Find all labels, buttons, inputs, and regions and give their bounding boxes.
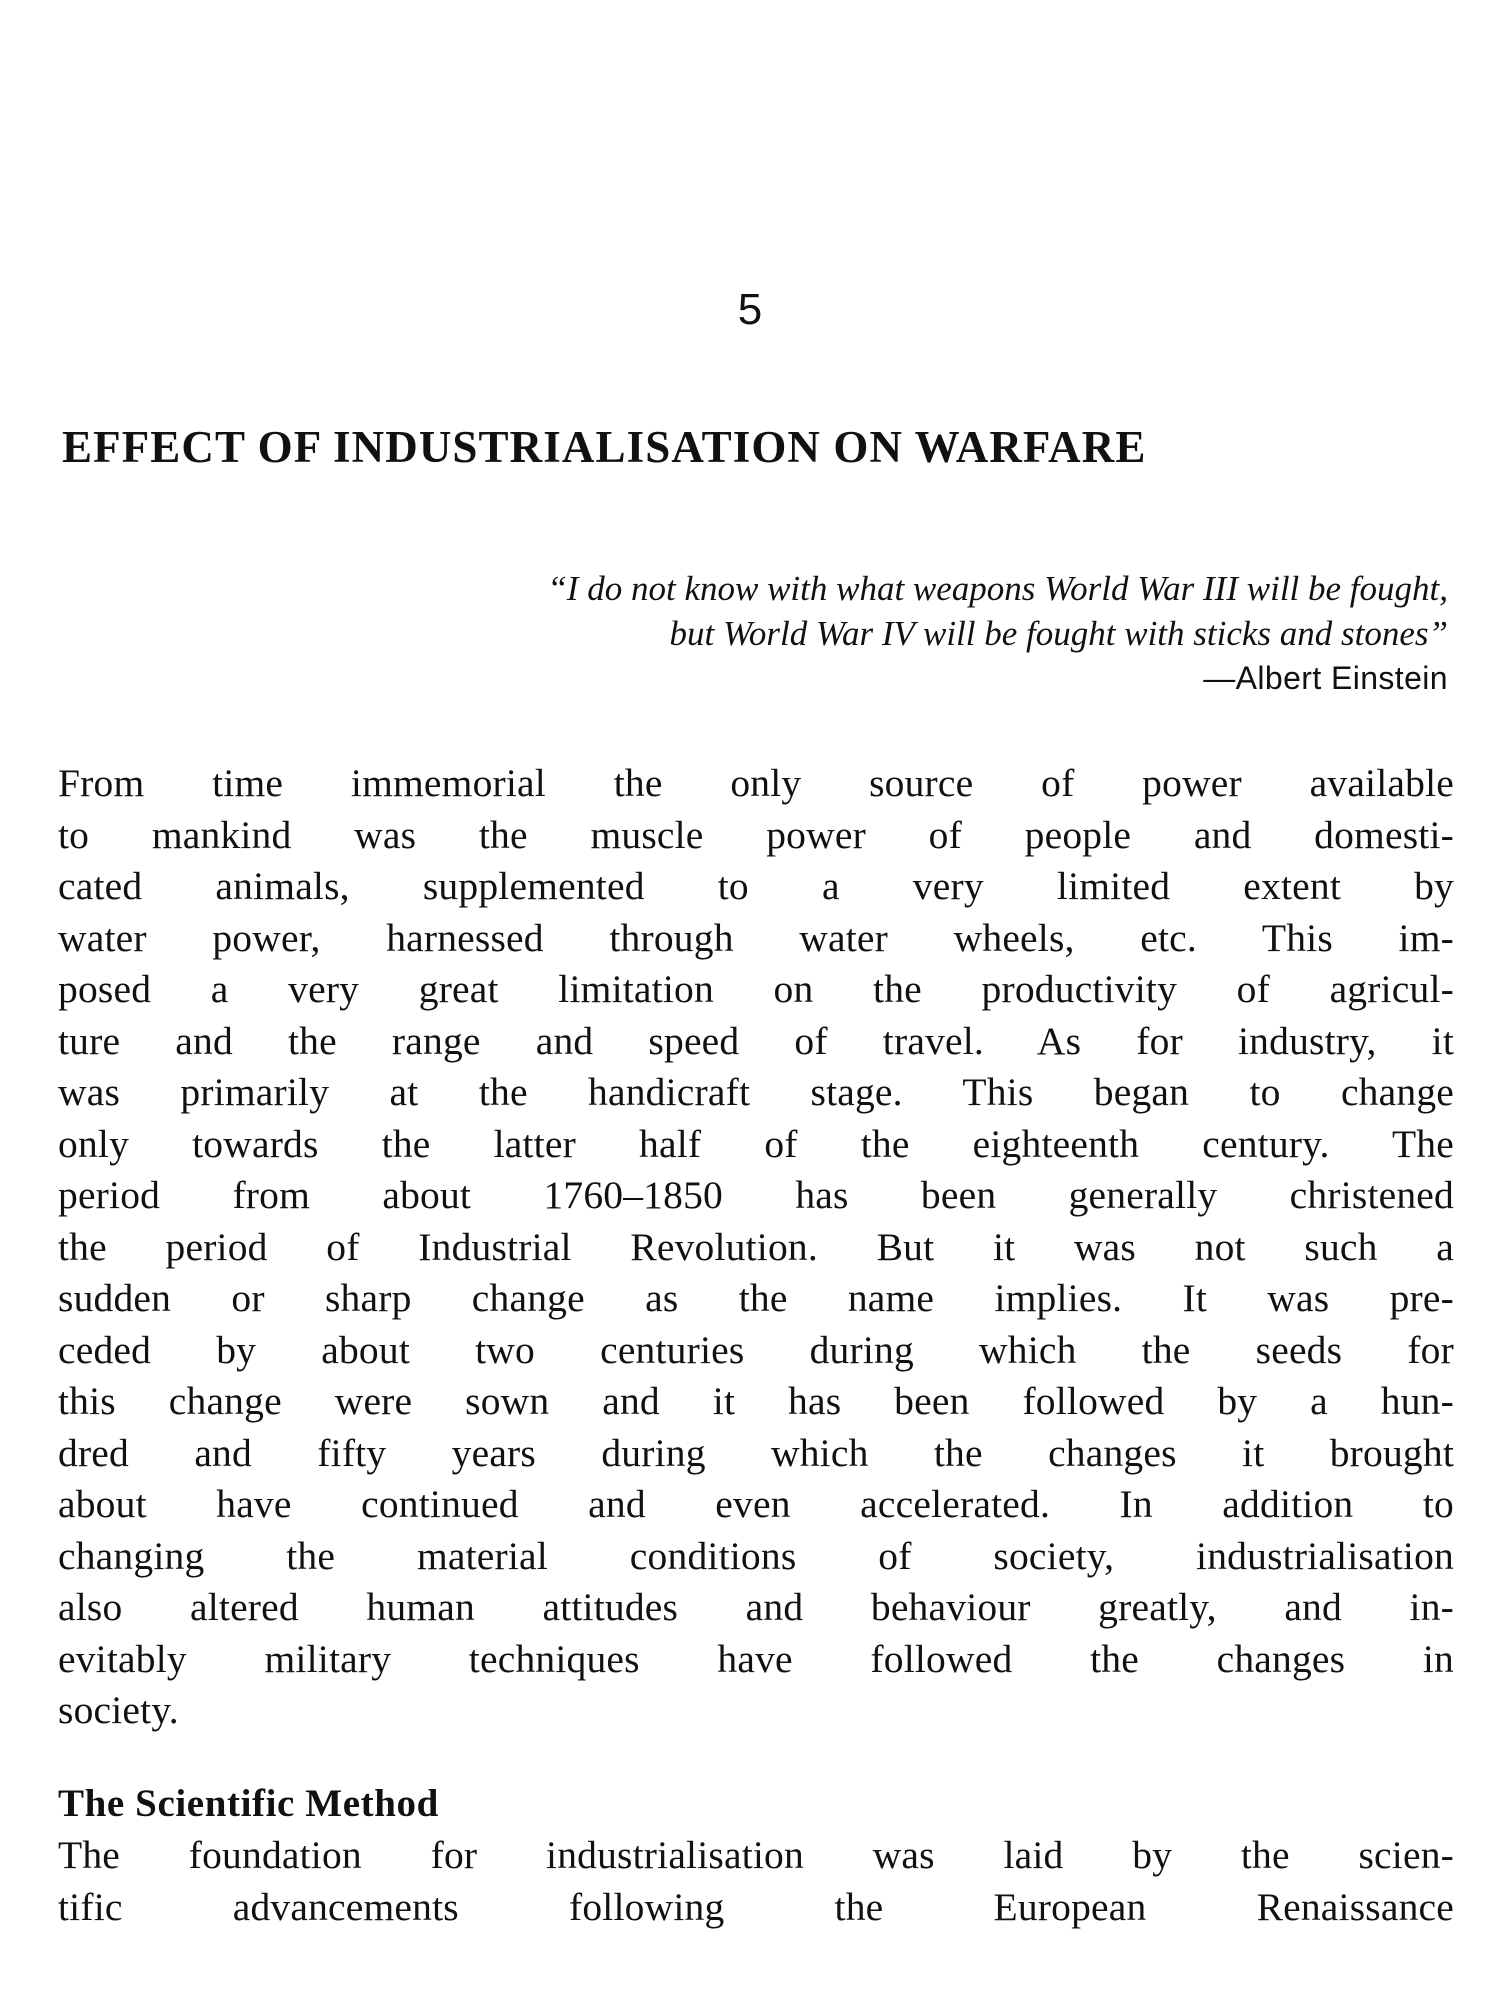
paragraph-line: dred and fifty years during which the changes it brought <box>58 1430 1454 1475</box>
paragraph-line: evitably military techniques have followed the changes in <box>58 1636 1454 1681</box>
paragraph-line: tific advancements following the European Renaissance <box>58 1884 1454 1929</box>
paragraph-line: about have continued and even accelerated. In addition to <box>58 1482 1454 1526</box>
section-paragraph <box>58 1830 1454 1933</box>
paragraph-line: From time immemorial the only source of power available <box>58 761 1454 805</box>
paragraph-line: changing the material conditions of society, industrialisation <box>58 1533 1454 1578</box>
paragraph-line: to mankind was the muscle power of people and domesti- <box>58 812 1454 857</box>
paragraph-line: was primarily at the handicraft stage. This began to change <box>58 1070 1454 1114</box>
body-paragraph <box>58 758 1454 1737</box>
epigraph-line: “I do not know with what weapons World War III will be fought, <box>547 569 1448 608</box>
paragraph-line: this change were sown and it has been followed by a hun- <box>58 1379 1454 1423</box>
paragraph-line: society. <box>58 1688 179 1732</box>
chapter-number: 5 <box>737 285 763 334</box>
paragraph-line: cated animals, supplemented to a very limited extent by <box>58 864 1454 908</box>
epigraph-line: but World War IV will be fought with sticks and stones” <box>669 614 1448 653</box>
chapter-title: EFFECT OF INDUSTRIALISATION ON WARFARE <box>62 422 1147 472</box>
epigraph <box>148 566 1448 700</box>
paragraph-line: sudden or sharp change as the name implies. It was pre- <box>58 1276 1454 1320</box>
paragraph-line: also altered human attitudes and behaviour greatly, and in- <box>58 1585 1454 1629</box>
paragraph-line: The foundation for industrialisation was laid by the scien- <box>58 1833 1454 1877</box>
paragraph-line: posed a very great limitation on the productivity of agricul- <box>58 967 1454 1011</box>
paragraph-line: the period of Industrial Revolution. But it was not such a <box>58 1224 1454 1269</box>
paragraph-line: only towards the latter half of the eighteenth century. The <box>58 1121 1454 1166</box>
paragraph-line: ture and the range and speed of travel. As for industry, it <box>58 1018 1454 1063</box>
paragraph-line: water power, harnessed through water wheels, etc. This im- <box>58 915 1454 960</box>
paragraph-line: period from about 1760–1850 has been generally christened <box>58 1173 1454 1217</box>
section-heading: The Scientific Method <box>58 1782 439 1825</box>
epigraph-attribution: —Albert Einstein <box>1203 660 1448 696</box>
paragraph-line: ceded by about two centuries during which the seeds for <box>58 1327 1454 1372</box>
